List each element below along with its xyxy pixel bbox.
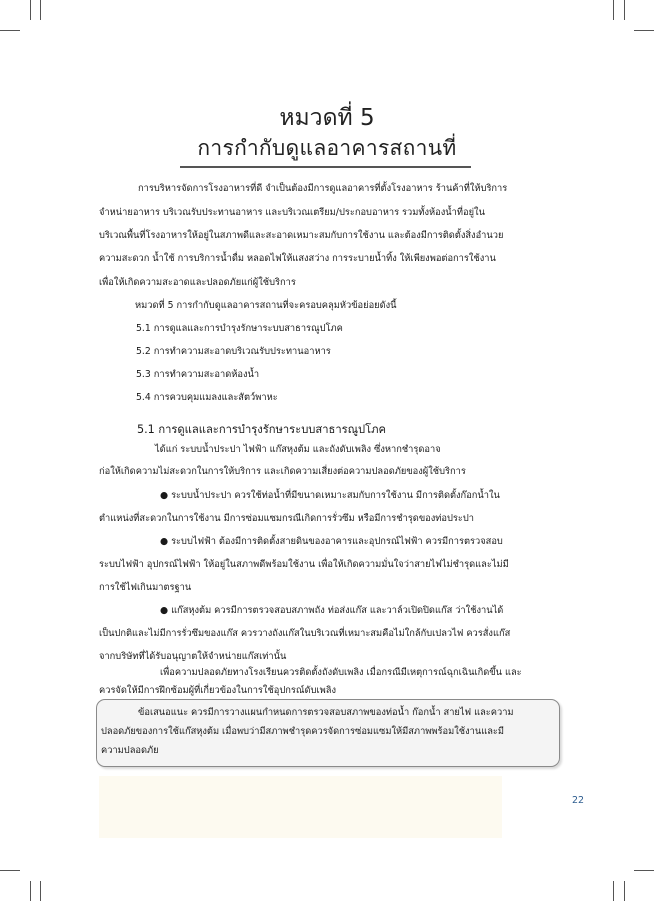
intro-line: เพื่อให้เกิดความสะอาดและปลอดภัยแก่ผู้ใช้บริการ — [99, 277, 296, 288]
chapter-title: การกำกับดูแลอาคารสถานที่ — [197, 136, 457, 160]
bullet-line: ● ระบบน้ำประปา ควรใช้ท่อน้ำที่มีขนาดเหมาะสมกับการใช้งาน มีการติดตั้งก๊อกน้ำใน — [160, 490, 500, 501]
crop-mark — [0, 30, 20, 31]
title-underline — [180, 166, 471, 168]
section-line: ควรจัดให้มีการฝึกซ้อมผู้ที่เกี่ยวข้องในการใช้อุปกรณ์ดับเพลิง — [99, 685, 336, 696]
crop-mark — [613, 881, 614, 901]
chapter-number-title: หมวดที่ 5 — [279, 105, 375, 131]
section-line: การใช้ไฟเกินมาตรฐาน — [99, 582, 192, 593]
section-heading: 5.1 การดูแลและการบำรุงรักษาระบบสาธารณูปโภค — [137, 423, 386, 436]
intro-line: การบริหารจัดการโรงอาหารที่ดี จำเป็นต้องมีการดูแลอาคารที่ตั้งโรงอาหาร ร้านค้าที่ให้บริการ — [138, 183, 508, 194]
section-line: ได้แก่ ระบบน้ำประปา ไฟฟ้า แก๊สหุงต้ม และถังดับเพลิง ซึ่งหากชำรุดอาจ — [155, 444, 441, 455]
bullet-line: ● แก๊สหุงต้ม ควรมีการตรวจสอบสภาพถัง ท่อส่งแก๊ส และวาล์วเปิดปิดแก๊ส ว่าใช้งานได้ — [160, 605, 504, 616]
crop-mark — [634, 870, 654, 871]
crop-mark — [634, 30, 654, 31]
suggestion-line: ความปลอดภัย — [101, 745, 159, 756]
topic-item: 5.2 การทำความสะอาดบริเวณรับประทานอาหาร — [136, 346, 331, 357]
topics-heading: หมวดที่ 5 การกำกับดูแลอาคารสถานที่จะครอบคลุมหัวข้อย่อยดังนี้ — [135, 300, 397, 311]
suggestion-line: ปลอดภัยของการใช้แก๊สหุงต้ม เมื่อพบว่ามีสภาพชำรุดควรจัดการซ่อมแซมให้มีสภาพพร้อมใช้งานและมี — [101, 726, 505, 737]
topic-item: 5.4 การควบคุมแมลงและสัตว์พาหะ — [136, 392, 278, 403]
crop-mark — [30, 0, 31, 20]
page-number: 22 — [572, 795, 585, 806]
crop-mark — [624, 0, 625, 20]
crop-mark — [40, 881, 41, 901]
crop-mark — [30, 881, 31, 901]
section-line: ระบบไฟฟ้า อุปกรณ์ไฟฟ้า ให้อยู่ในสภาพดีพร้อมใช้งาน เพื่อให้เกิดความมั่นใจว่าสายไฟไม่ชำรุดและไม่มี — [99, 559, 509, 570]
topic-item: 5.3 การทำความสะอาดห้องน้ำ — [136, 369, 260, 380]
section-line: เพื่อความปลอดภัยทางโรงเรียนควรติดตั้งถังดับเพลิง เมื่อกรณีมีเหตุการณ์ฉุกเฉินเกิดขึ้น และ — [160, 667, 522, 678]
bullet-line: ● ระบบไฟฟ้า ต้องมีการติดตั้งสายดินของอาคารและอุปกรณ์ไฟฟ้า ควรมีการตรวจสอบ — [160, 536, 503, 547]
topic-item: 5.1 การดูแลและการบำรุงรักษาระบบสาธารณูปโภค — [136, 323, 343, 334]
crop-mark — [613, 0, 614, 20]
section-line: เป็นปกติและไม่มีการรั่วซึมของแก๊ส ควรวางถังแก๊สในบริเวณที่เหมาะสมคือไม่ใกล้กับเปลวไฟ ควรสั่งแก๊ส — [99, 628, 511, 639]
crop-mark — [624, 881, 625, 901]
crop-mark — [0, 870, 20, 871]
section-line: ก่อให้เกิดความไม่สะดวกในการให้บริการ และเกิดความเสี่ยงต่อความปลอดภัยของผู้ใช้บริการ — [99, 466, 466, 477]
crop-mark — [40, 0, 41, 20]
section-line: จากบริษัทที่ได้รับอนุญาตให้จำหน่ายแก๊สเท่านั้น — [99, 651, 287, 662]
footer-band — [99, 776, 502, 838]
section-line: ตำแหน่งที่สะดวกในการใช้งาน มีการซ่อมแซมกรณีเกิดการรั่วซึม หรือมีการชำรุดของท่อประปา — [99, 513, 475, 524]
intro-line: บริเวณพื้นที่โรงอาหารให้อยู่ในสภาพดีและสะอาดเหมาะสมกับการใช้งาน และต้องมีการติดตั้งสิ่งอำนวย — [99, 230, 504, 241]
suggestion-line: ข้อเสนอแนะ ควรมีการวางแผนกำหนดการตรวจสอบสภาพของท่อน้ำ ก๊อกน้ำ สายไฟ และความ — [138, 707, 514, 718]
intro-line: จำหน่ายอาหาร บริเวณรับประทานอาหาร และบริเวณเตรียม/ประกอบอาหาร รวมทั้งห้องน้ำที่อยู่ใน — [99, 207, 485, 218]
intro-line: ความสะดวก น้ำใช้ การบริการน้ำดื่ม หลอดไฟให้แสงสว่าง การระบายน้ำทิ้ง ให้เพียงพอต่อการใช้งาน — [99, 253, 496, 264]
